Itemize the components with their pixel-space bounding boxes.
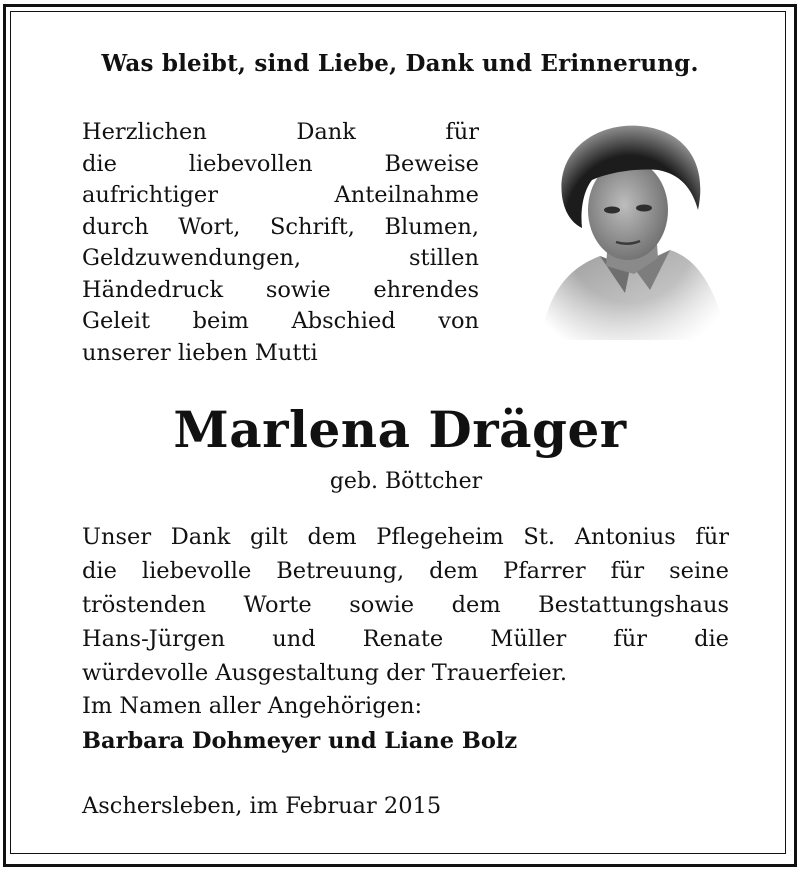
gratitude-line: die liebevolle Betreuung, dem Pfarrer für seine [82,558,729,584]
thanks-line: aufrichtiger Anteilnahme [82,182,479,208]
birth-name: geb. Böttcher [329,469,483,494]
gratitude-line: Hans-Jürgen und Renate Müller für die [82,626,729,652]
thanks-line: Herzlichen Dank für [82,119,479,145]
deceased-name: Marlena Dräger [173,400,627,459]
thanks-line: Händedruck sowie ehrendes [82,276,479,303]
thanks-line: die liebevollen Beweise [82,150,479,177]
thanks-paragraph [82,117,479,369]
thanks-line: Geldzuwendungen, stillen [82,245,479,271]
portrait-photo [530,118,730,340]
thanks-line: unserer lieben Mutti [82,339,318,366]
gratitude-line: Unser Dank gilt dem Pflegeheim St. Antonius für [82,524,729,550]
signers-names: Barbara Dohmeyer und Liane Bolz [82,728,518,754]
gratitude-paragraph [82,520,729,690]
thanks-line: Geleit beim Abschied von [82,308,479,334]
on-behalf-text: Im Namen aller Angehörigen: [82,693,423,719]
gratitude-line: würdevolle Ausgestaltung der Trauerfeier. [82,660,568,686]
place-and-date: Aschersleben, im Februar 2015 [82,793,442,819]
gratitude-line: tröstenden Worte sowie dem Bestattungshaus [82,592,729,618]
thanks-line: durch Wort, Schrift, Blumen, [82,213,479,240]
motto-heading: Was bleibt, sind Liebe, Dank und Erinnerung. [101,50,699,77]
